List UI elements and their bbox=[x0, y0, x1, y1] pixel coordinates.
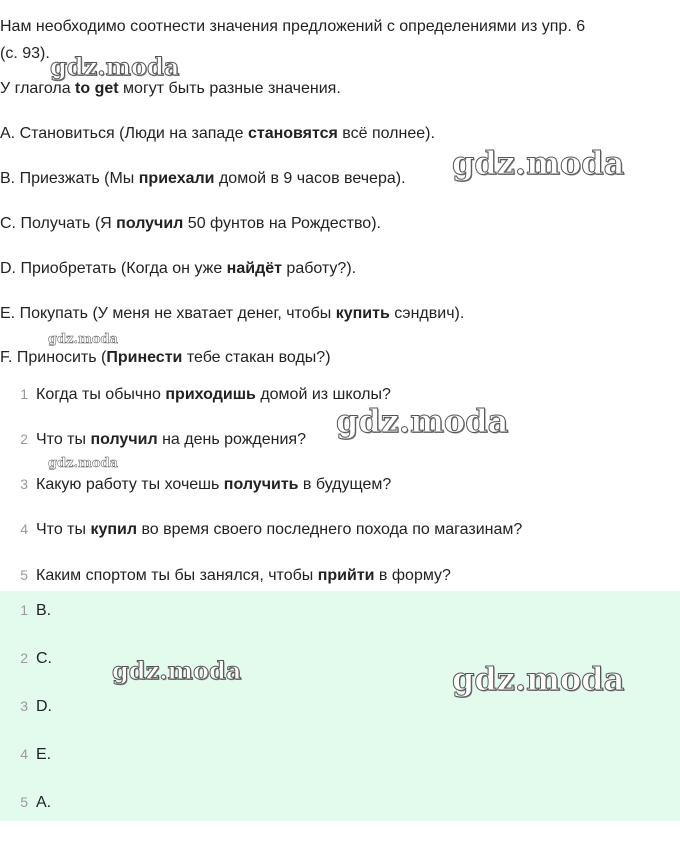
answer-item bbox=[0, 792, 51, 813]
question-number: 3 bbox=[20, 476, 28, 492]
intro-line-3-post: могут быть разные значения. bbox=[118, 80, 341, 97]
question-text: на день рождения? bbox=[157, 431, 306, 448]
question-bold-verb: получил bbox=[90, 431, 158, 448]
question-text: в будущем? bbox=[298, 476, 392, 493]
question-number: 2 bbox=[20, 431, 28, 447]
definition-bold-verb: купить bbox=[335, 305, 390, 322]
definition-item bbox=[0, 124, 435, 144]
intro-line-3 bbox=[0, 79, 341, 99]
answer-item bbox=[0, 648, 52, 669]
question-text: Какую работу ты хочешь bbox=[36, 476, 224, 493]
question-text: в форму? bbox=[374, 567, 451, 584]
question-text: домой из школы? bbox=[255, 386, 391, 403]
intro-line-1: Нам необходимо соотнести значения предложений с определениями из упр. 6 bbox=[0, 18, 586, 35]
answer-number: 1 bbox=[20, 602, 28, 618]
question-number: 1 bbox=[20, 386, 28, 402]
question-text: Когда ты обычно bbox=[36, 386, 166, 403]
question-item bbox=[0, 384, 391, 405]
answer-item bbox=[0, 600, 51, 621]
watermark-logo: gdz.moda bbox=[50, 52, 180, 81]
question-bold-verb: получить bbox=[223, 476, 299, 493]
answer-number: 4 bbox=[20, 746, 28, 762]
definition-text: всё полнее). bbox=[337, 125, 435, 142]
watermark-logo: gdz.moda bbox=[336, 402, 509, 440]
question-item bbox=[0, 429, 306, 450]
watermark-logo: gdz.moda bbox=[112, 656, 242, 685]
answer-text: C. bbox=[36, 650, 52, 667]
intro-line-3-pre: У глагола bbox=[0, 80, 76, 97]
question-text: Что ты bbox=[36, 431, 91, 448]
intro-line-2: (с. 93). bbox=[0, 45, 50, 62]
watermark-logo: gdz.moda bbox=[48, 332, 119, 347]
answer-number: 2 bbox=[20, 650, 28, 666]
definition-text: F. Приносить ( bbox=[0, 349, 107, 366]
definition-bold-verb: становятся bbox=[247, 125, 338, 142]
definition-bold-verb: найдёт bbox=[226, 260, 282, 277]
question-bold-verb: купил bbox=[90, 521, 138, 538]
answer-item bbox=[0, 696, 52, 717]
question-text: Каким спортом ты бы занялся, чтобы bbox=[36, 567, 318, 584]
answer-text: A. bbox=[36, 794, 52, 811]
answer-number: 3 bbox=[20, 698, 28, 714]
definition-item bbox=[0, 304, 464, 324]
definition-item bbox=[0, 169, 406, 189]
answer-text: D. bbox=[36, 698, 52, 715]
definition-text: D. Приобретать (Когда он уже bbox=[0, 260, 227, 277]
definition-text: сэндвич). bbox=[389, 305, 465, 322]
question-bold-verb: приходишь bbox=[165, 386, 256, 403]
definition-bold-verb: получил bbox=[116, 215, 184, 232]
answer-number: 5 bbox=[20, 794, 28, 810]
question-number: 5 bbox=[20, 567, 28, 583]
question-number: 4 bbox=[20, 521, 28, 537]
question-text: Что ты bbox=[36, 521, 91, 538]
answers-panel bbox=[0, 591, 680, 821]
definition-item bbox=[0, 214, 381, 234]
definition-item bbox=[0, 259, 356, 279]
definition-text: E. Покупать (У меня не хватает денег, чтобы bbox=[0, 305, 336, 322]
question-item bbox=[0, 519, 522, 540]
definition-text: B. Приезжать (Мы bbox=[0, 170, 139, 187]
watermark-logo: gdz.moda bbox=[48, 456, 119, 471]
definition-text: C. Получать (Я bbox=[0, 215, 117, 232]
definition-text: домой в 9 часов вечера). bbox=[214, 170, 406, 187]
definition-text: A. Становиться (Люди на западе bbox=[0, 125, 248, 142]
definition-bold-verb: Принести bbox=[106, 349, 183, 366]
definition-text: тебе стакан воды?) bbox=[182, 349, 331, 366]
answer-text: B. bbox=[36, 602, 52, 619]
intro-verb: to get bbox=[75, 80, 119, 97]
watermark-logo: gdz.moda bbox=[452, 660, 625, 698]
question-item bbox=[0, 474, 391, 495]
definition-text: работу?). bbox=[281, 260, 357, 277]
definition-bold-verb: приехали bbox=[138, 170, 215, 187]
question-item bbox=[0, 565, 451, 586]
answer-text: E. bbox=[36, 746, 52, 763]
definition-item bbox=[0, 348, 331, 368]
watermark-logo: gdz.moda bbox=[452, 144, 625, 182]
definition-text: 50 фунтов на Рождество). bbox=[183, 215, 381, 232]
question-text: во время своего последнего похода по магазинам? bbox=[137, 521, 523, 538]
answer-item bbox=[0, 744, 51, 765]
question-bold-verb: прийти bbox=[317, 567, 375, 584]
